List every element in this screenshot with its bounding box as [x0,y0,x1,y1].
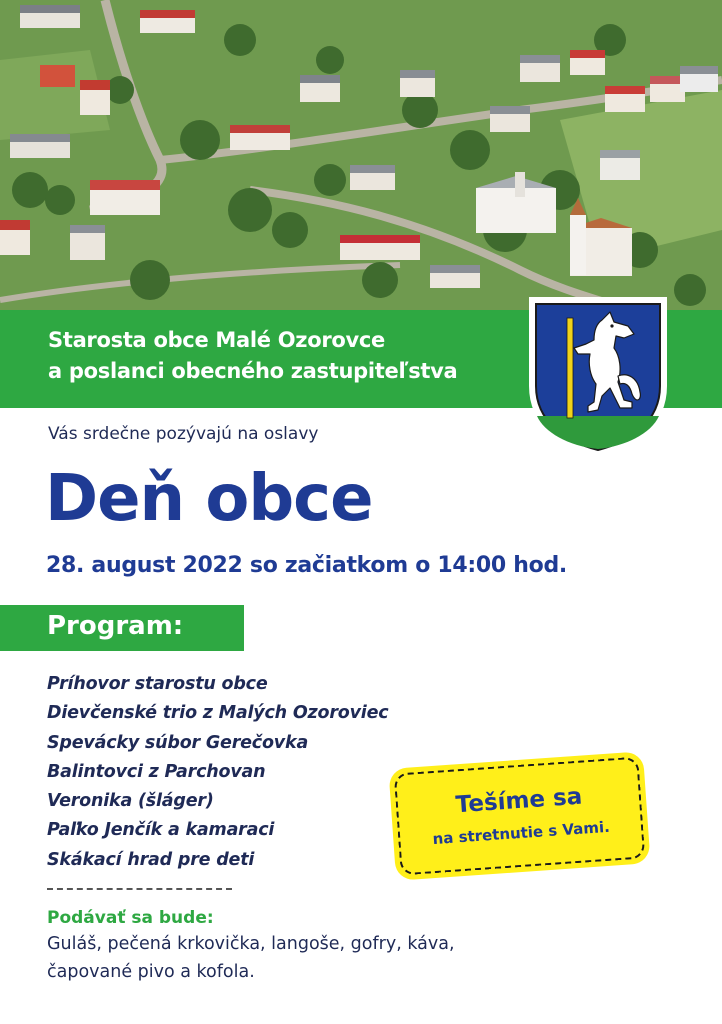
event-date: 28. august 2022 so začiatkom o 14:00 hod. [46,553,567,578]
invite-text: Vás srdečne pozývajú na oslavy [48,424,319,444]
aerial-village-photo [0,0,722,310]
program-list [47,670,388,875]
serve-title: Podávať sa bude: [47,908,214,928]
note-small-text: na stretnutie s Vami. [432,817,611,849]
program-item: Veronika (šláger) [47,791,214,812]
program-label: Program: [47,611,184,641]
serve-line-2: čapované pivo a kofola. [47,962,255,982]
note-big-text: Tešíme sa [454,783,584,819]
program-item: Skákací hrad pre deti [47,849,255,870]
coat-of-arms-wolf-icon [528,296,668,458]
header-line-2: a poslanci obecného zastupiteľstva [48,359,458,383]
dashed-divider [47,888,232,890]
program-item: Spevácky súbor Gerečovka [47,732,309,753]
serve-line-1: Guláš, pečená krkovička, langoše, gofry, káva, [47,934,455,954]
village-illustration [0,0,722,310]
program-item: Príhovor starostu obce [47,674,268,694]
program-item: Dievčenské trio z Malých Ozoroviec [47,703,389,724]
invitation-note [388,751,650,881]
program-item: Paľko Jenčík a kamaraci [47,820,275,841]
program-item: Balintovci z Parchovan [47,761,266,782]
header-line-1: Starosta obce Malé Ozorovce [48,328,385,352]
event-title: Deň obce [45,462,373,536]
